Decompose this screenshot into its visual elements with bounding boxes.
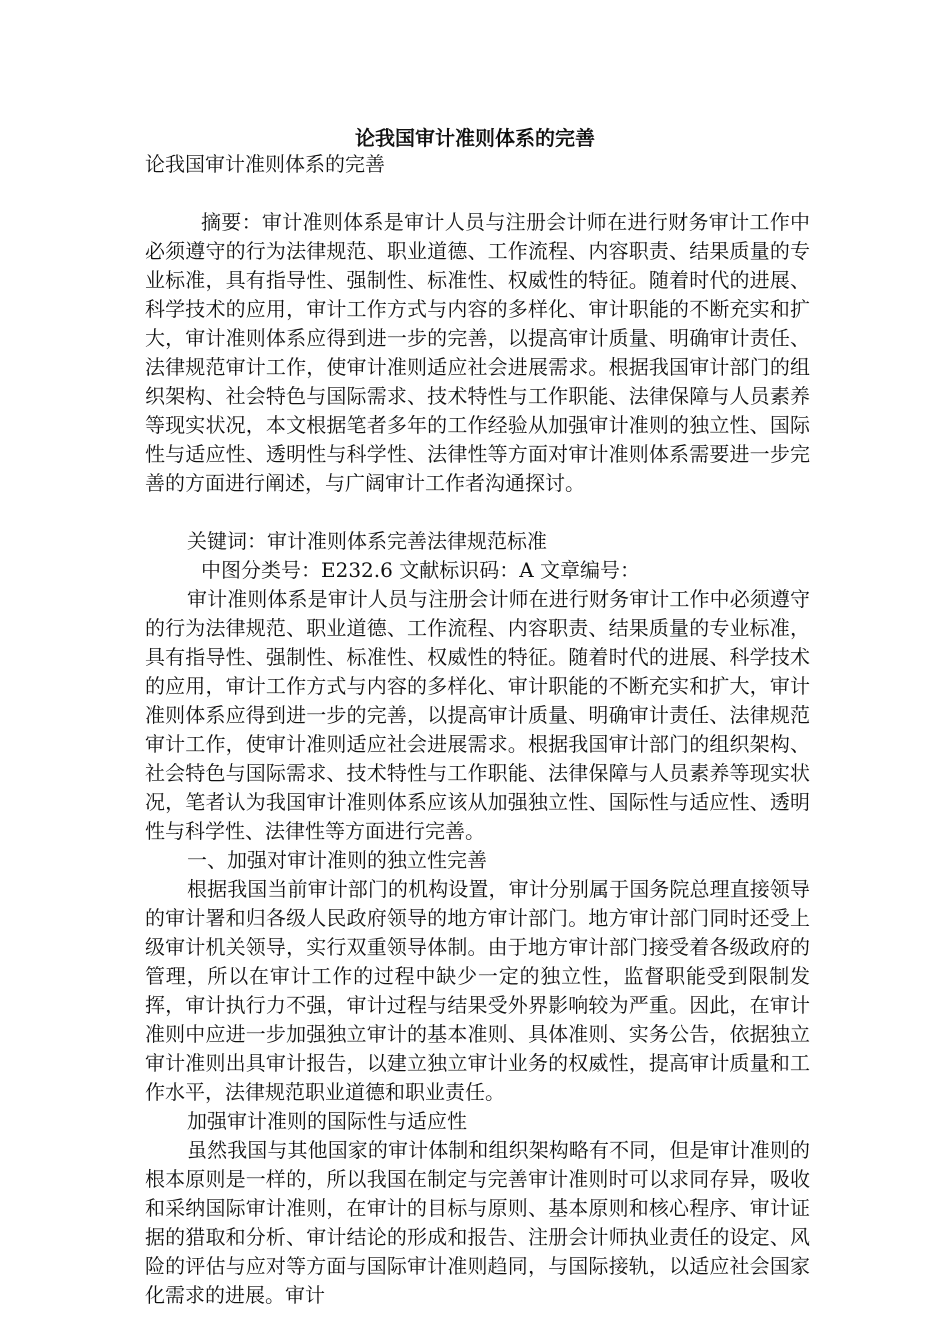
abstract-paragraph: 摘要：审计准则体系是审计人员与注册会计师在进行财务审计工作中必须遵守的行为法律规范、职业道德、工作流程、内容职责、结果质量的专业标准，具有指导性、强制性、标准性、权威性的特征。随着时代的进展、科学技术的应用，审计工作方式与内容的多样化、审计职能的不断充实和扩大，审计准则体系应得到进一步的完善，以提高审计质量、明确审计责任、法律规范审计工作，使审计准则适应社会进展需求。根据我国审计部门的组织架构、社会特色与国际需求、技术特性与工作职能、法律保障与人员素养等现实状况，本文根据笔者多年的工作经验从加强审计准则的独立性、国际性与适应性、透明性与科学性、法律性等方面对审计准则体系需要进一步完善的方面进行阐述，与广阔审计工作者沟通探讨。 bbox=[145, 210, 810, 495]
blank-line bbox=[145, 179, 810, 208]
body-paragraph: 根据我国当前审计部门的机构设置，审计分别属于国务院总理直接领导的审计署和归各级人民政府领导的地方审计部门。地方审计部门同时还受上级审计机关领导，实行双重领导体制。由于地方审计部门接受着各级政府的管理，所以在审计工作的过程中缺少一定的独立性，监督职能受到限制发挥，审计执行力不强，审计过程与结果受外界影响较为严重。因此，在审计准则中应进一步加强独立审计的基本准则、具体准则、实务公告，依据独立审计准则出具审计报告，以建立独立审计业务的权威性，提高审计质量和工作水平，法律规范职业道德和职业责任。 bbox=[145, 877, 810, 1104]
keywords-line: 关键词：审计准则体系完善法律规范标准 bbox=[187, 529, 547, 553]
document-body bbox=[145, 150, 810, 1310]
classification-line: 中图分类号：E232.6 文献标识码：A 文章编号： bbox=[201, 558, 641, 582]
document-subtitle: 论我国审计准则体系的完善 bbox=[145, 152, 385, 176]
section-heading: 一、加强对审计准则的独立性完善 bbox=[187, 848, 487, 872]
blank-line bbox=[145, 498, 810, 527]
document-title: 论我国审计准则体系的完善 bbox=[355, 126, 595, 150]
body-paragraph: 虽然我国与其他国家的审计体制和组织架构略有不同，但是审计准则的根本原则是一样的，所以我国在制定与完善审计准则时可以求同存异，吸收和采纳国际审计准则，在审计的目标与原则、基本原则和核心程序、审计证据的猎取和分析、审计结论的形成和报告、注册会计师执业责任的设定、风险的评估与应对等方面与国际审计准则趋同，与国际接轨，以适应社会国家化需求的进展。审计 bbox=[145, 1138, 810, 1307]
section-heading: 加强审计准则的国际性与适应性 bbox=[187, 1109, 467, 1133]
body-paragraph: 审计准则体系是审计人员与注册会计师在进行财务审计工作中必须遵守的行为法律规范、职业道德、工作流程、内容职责、结果质量的专业标准，具有指导性、强制性、标准性、权威性的特征。随着时代的进展、科学技术的应用，审计工作方式与内容的多样化、审计职能的不断充实和扩大，审计准则体系应得到进一步的完善，以提高审计质量、明确审计责任、法律规范审计工作，使审计准则适应社会进展需求。根据我国审计部门的组织架构、社会特色与国际需求、技术特性与工作职能、法律保障与人员素养等现实状况，笔者认为我国审计准则体系应该从加强独立性、国际性与适应性、透明性与科学性、法律性等方面进行完善。 bbox=[145, 587, 810, 843]
